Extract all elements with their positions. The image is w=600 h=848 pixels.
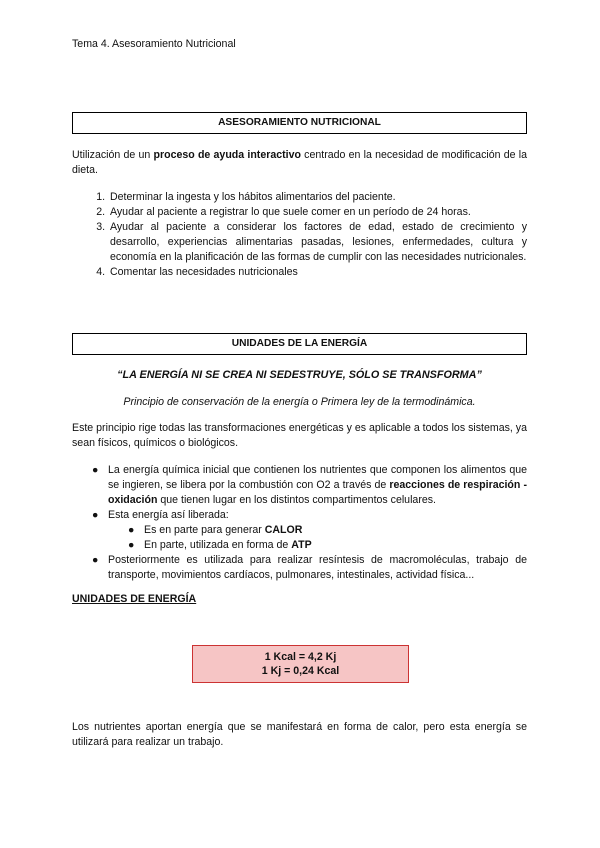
section-title-asesoramiento: ASESORAMIENTO NUTRICIONAL [72, 112, 527, 134]
sub1-bold: CALOR [264, 524, 303, 536]
bullet1-pre: La energía química inicial que contienen los nutrientes que componen los alimentos que se ingieren, se libera por la combustión con O2 a través de [108, 464, 527, 491]
list-item [92, 463, 527, 508]
bullet1-post: que tienen lugar en los distintos compartimentos celulares. [157, 494, 436, 506]
sub1-pre: Es en parte para generar [144, 524, 265, 536]
bullet-icon: ● [92, 464, 99, 476]
section-title-unidades: UNIDADES DE LA ENERGÍA [72, 333, 527, 355]
sub-list [108, 523, 527, 553]
formula-line-1: 1 Kcal = 4,2 Kj [264, 651, 337, 663]
intro-paragraph [72, 148, 527, 178]
list-item: 3. Ayudar al paciente a considerar los factores de edad, estado de crecimiento y desarrollo, experiencias alimentarias pasadas, lesiones, enfermedades, cultura y economía en la planificación de las formas de cumplir con las necesidades nutricionales. [108, 220, 527, 265]
energy-bullets [72, 463, 527, 583]
sub2-bold: ATP [291, 539, 312, 551]
sub2-pre: En parte, utilizada en forma de [144, 539, 292, 551]
list-item: 2. Ayudar al paciente a registrar lo que suele comer en un período de 24 horas. [108, 205, 527, 220]
energy-quote: “LA ENERGÍA NI SE CREA NI SEDESTRUYE, SÓLO SE TRANSFORMA” [117, 369, 482, 381]
bullet3-text: Posteriormente es utilizada para realizar resíntesis de macromoléculas, trabajo de transporte, movimientos cardíacos, pulmonares, intestinales, actividad física... [108, 554, 527, 581]
list-item [92, 553, 527, 583]
page-header: Tema 4. Asesoramiento Nutricional [72, 38, 236, 50]
bullet-icon: ● [128, 539, 135, 551]
bullet2-text: Esta energía así liberada: [108, 509, 229, 521]
intro-text-bold: proceso de ayuda interactivo [153, 149, 301, 161]
list-item [128, 523, 527, 538]
principle-paragraph: Este principio rige todas las transformaciones energéticas y es aplicable a todos los sistemas, ya sean físicos, químicos o biológicos. [72, 422, 527, 449]
bullet-icon: ● [128, 524, 135, 536]
steps-list [72, 190, 527, 280]
list-item [128, 538, 527, 553]
principle-subtitle: Principio de conservación de la energía o Primera ley de la termodinámica. [123, 396, 476, 408]
bullet-icon: ● [92, 509, 99, 521]
bullet1-bold: reacciones de respiración - oxidación [108, 479, 527, 506]
closing-paragraph: Los nutrientes aportan energía que se manifestará en forma de calor, pero esta energía se utilizará para realizar un trabajo. [72, 721, 527, 748]
list-item: 1. Determinar la ingesta y los hábitos alimentarios del paciente. [108, 190, 527, 205]
list-item: 4. Comentar las necesidades nutricionales [108, 265, 527, 280]
formula-line-2: 1 Kj = 0,24 Kcal [261, 665, 340, 677]
conversion-formula-box [192, 645, 409, 683]
list-item [92, 508, 527, 553]
energy-units-heading: UNIDADES DE ENERGÍA [72, 593, 197, 605]
bullet-icon: ● [92, 554, 99, 566]
intro-text-post: centrado en la necesidad de modificación de la dieta. [72, 149, 527, 176]
intro-text-pre: Utilización de un [72, 149, 154, 161]
